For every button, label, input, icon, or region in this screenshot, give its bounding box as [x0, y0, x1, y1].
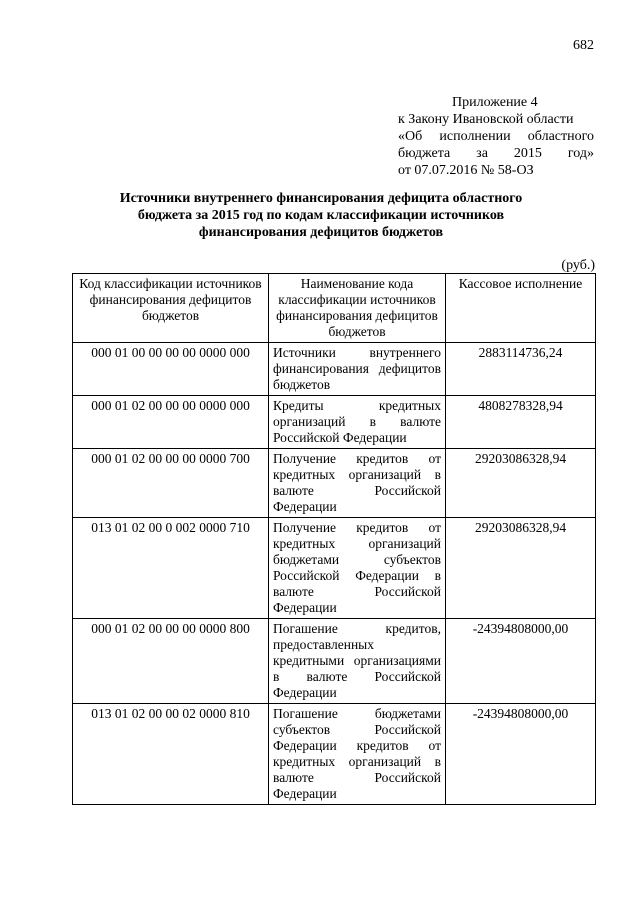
row-code: 013 01 02 00 00 02 0000 810	[73, 704, 269, 805]
row-amount: -24394808000,00	[446, 704, 596, 805]
appendix-law-name-1: «Об исполнении областного	[398, 129, 594, 144]
row-amount: 4808278328,94	[446, 396, 596, 449]
appendix-law-name-2: бюджета за 2015 год»	[398, 146, 594, 161]
row-code: 000 01 02 00 00 00 0000 700	[73, 449, 269, 518]
header-code: Код классификации источников финансирования дефицитов бюджетов	[73, 274, 269, 343]
appendix-law-date: от 07.07.2016 № 58-ОЗ	[398, 163, 534, 178]
row-name: Погашение кредитов, предоставленных кредитными организациями в валюте Российской Федерации	[269, 619, 446, 704]
row-amount: 29203086328,94	[446, 449, 596, 518]
appendix-law-ref: к Закону Ивановской области	[398, 112, 574, 127]
table-row	[73, 449, 596, 518]
row-code: 000 01 02 00 00 00 0000 000	[73, 396, 269, 449]
row-name: Получение кредитов от кредитных организаций бюджетами субъектов Российской Федерации в валюте Российской Федерации	[269, 518, 446, 619]
row-code: 013 01 02 00 0 002 0000 710	[73, 518, 269, 619]
row-name: Источники внутреннего финансирования дефицитов бюджетов	[269, 343, 446, 396]
currency-unit: (руб.)	[561, 258, 595, 273]
table-header-row	[73, 274, 596, 343]
document-title: Источники внутреннего финансирования дефицита областного бюджета за 2015 год по кодам классификации источников финансирования дефицитов бюджетов	[119, 191, 523, 240]
row-name: Получение кредитов от кредитных организаций в валюте Российской Федерации	[269, 449, 446, 518]
row-name: Кредиты кредитных организаций в валюте Российской Федерации	[269, 396, 446, 449]
appendix-title: Приложение 4	[452, 95, 538, 110]
row-code: 000 01 02 00 00 00 0000 800	[73, 619, 269, 704]
sources-table	[72, 273, 596, 805]
header-amount: Кассовое исполнение	[446, 274, 596, 343]
table-row	[73, 619, 596, 704]
appendix-block	[398, 94, 594, 179]
row-name: Погашение бюджетами субъектов Российской Федерации кредитов от кредитных организаций в валюте Российской Федерации	[269, 704, 446, 805]
row-amount: 29203086328,94	[446, 518, 596, 619]
header-name: Наименование кода классификации источников финансирования дефицитов бюджетов	[269, 274, 446, 343]
row-code: 000 01 00 00 00 00 0000 000	[73, 343, 269, 396]
table-row	[73, 396, 596, 449]
row-amount: 2883114736,24	[446, 343, 596, 396]
row-amount: -24394808000,00	[446, 619, 596, 704]
table-row	[73, 704, 596, 805]
page-number: 682	[573, 38, 594, 53]
table-row	[73, 343, 596, 396]
table-row	[73, 518, 596, 619]
